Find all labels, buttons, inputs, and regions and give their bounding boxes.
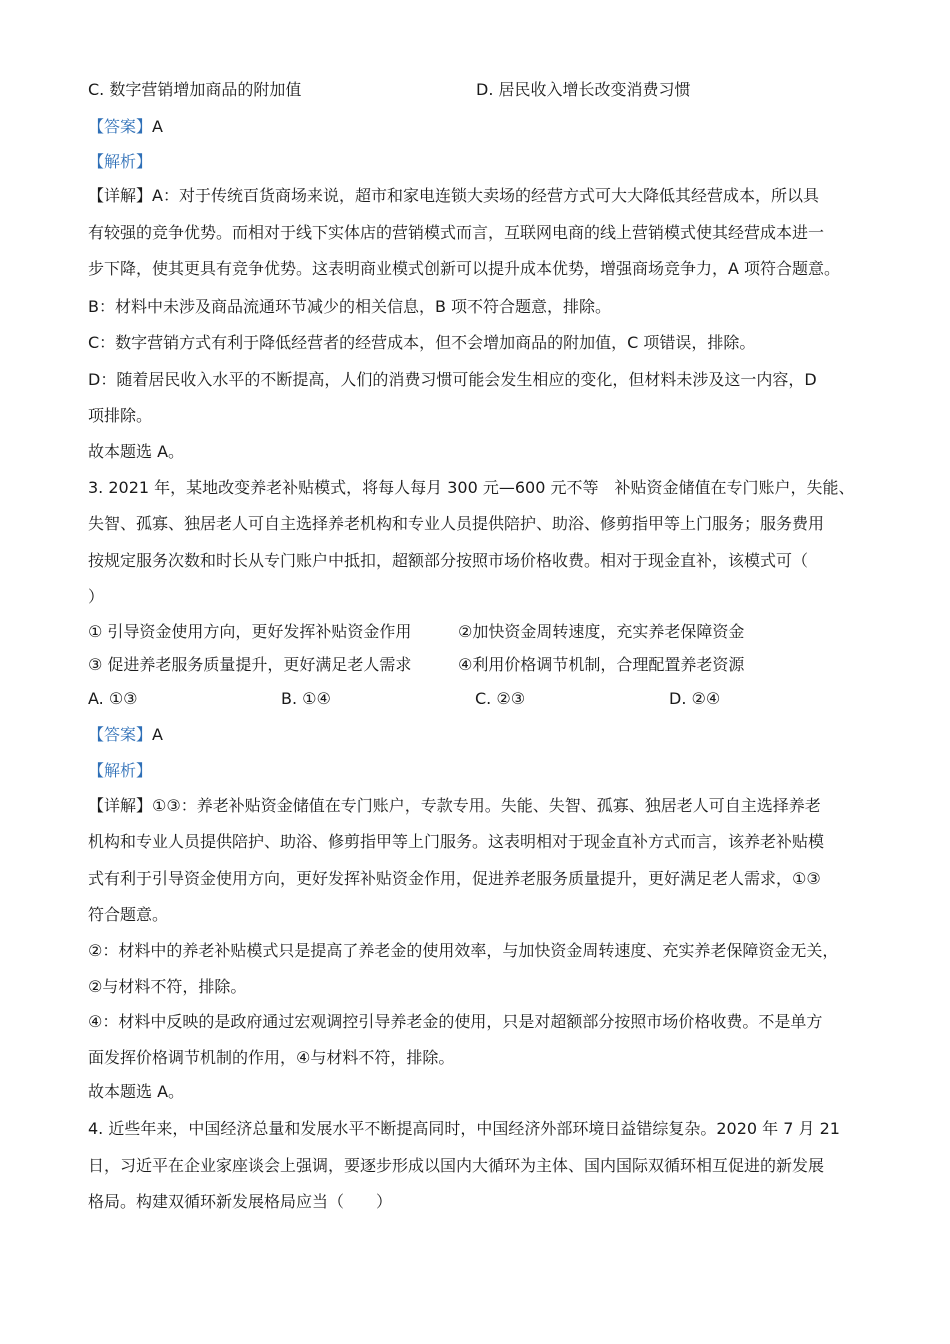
detail-line: 【详解】A：对于传统百货商场来说，超市和家电连锁大卖场的经营方式可大大降低其经营成本，所以具 xyxy=(88,186,819,205)
conclusion-line: 故本题选 A。 xyxy=(88,442,185,461)
detail-line: ④：材料中反映的是政府通过宏观调控引导养老金的使用，只是对超额部分按照市场价格收费。不是单方 xyxy=(88,1012,823,1031)
question-stem-line: 日，习近平在企业家座谈会上强调，要逐步形成以国内大循环为主体、国内国际双循环相互促进的新发展 xyxy=(88,1156,825,1175)
question-stem-line: ） xyxy=(88,587,105,606)
detail-line: 有较强的竞争优势。而相对于线下实体店的营销模式而言，互联网电商的线上营销模式使其经营成本进一 xyxy=(88,223,825,242)
question-stem-line: 4. 近些年来，中国经济总量和发展水平不断提高同时，中国经济外部环境日益错综复杂。2020 年 7 月 21 xyxy=(88,1119,840,1138)
detail-line: ②：材料中的养老补贴模式只是提高了养老金的使用效率，与加快资金周转速度、充实养老保障资金无关， xyxy=(88,941,839,960)
statement-4: ④利用价格调节机制，合理配置养老资源 xyxy=(458,655,745,674)
detail-tag: 【详解】 xyxy=(88,796,153,815)
statement-3: ③ 促进养老服务质量提升，更好满足老人需求 xyxy=(88,655,412,674)
statement-2: ②加快资金周转速度，充实养老保障资金 xyxy=(458,622,745,641)
answer-line xyxy=(88,117,163,137)
statement-1: ① 引导资金使用方向，更好发挥补贴资金作用 xyxy=(88,622,412,641)
question-stem-line: 失智、孤寡、独居老人可自主选择养老机构和专业人员提供陪护、助浴、修剪指甲等上门服务；服务费用 xyxy=(88,514,825,533)
detail-line: 步下降，使其更具有竞争优势。这表明商业模式创新可以提升成本优势，增强商场竞争力，A 项符合题意。 xyxy=(88,259,841,278)
detail-line: 机构和专业人员提供陪护、助浴、修剪指甲等上门服务。这表明相对于现金直补方式而言，该养老补贴模 xyxy=(88,832,825,851)
option-a: A. ①③ xyxy=(88,689,138,708)
detail-line: 【详解】①③：养老补贴资金储值在专门账户，专款专用。失能、失智、孤寡、独居老人可自主选择养老 xyxy=(88,796,821,815)
detail-line: 符合题意。 xyxy=(88,905,169,924)
question-stem-line: 3. 2021 年，某地改变养老补贴模式，将每人每月 300 元—600 元不等 补贴资金储值在专门账户，失能、 xyxy=(88,478,855,497)
detail-line: 式有利于引导资金使用方向，更好发挥补贴资金作用，促进养老服务质量提升，更好满足老人需求，①③ xyxy=(88,869,821,888)
option-d: D. 居民收入增长改变消费习惯 xyxy=(476,80,691,99)
answer-tag: 【答案】 xyxy=(88,725,153,744)
analysis-tag: 【解析】 xyxy=(88,152,153,171)
conclusion-line: 故本题选 A。 xyxy=(88,1082,185,1101)
detail-line: B：材料中未涉及商品流通环节减少的相关信息，B 项不符合题意，排除。 xyxy=(88,297,612,316)
option-d: D. ②④ xyxy=(669,689,721,708)
question-stem-line: 格局。构建双循环新发展格局应当（ ） xyxy=(88,1192,393,1211)
analysis-tag: 【解析】 xyxy=(88,761,153,780)
answer-value: A xyxy=(152,725,163,744)
answer-tag: 【答案】 xyxy=(88,117,153,136)
answer-line xyxy=(88,725,163,745)
question-stem-line: 按规定服务次数和时长从专门账户中抵扣，超额部分按照市场价格收费。相对于现金直补，该模式可（ xyxy=(88,551,809,570)
detail-tag: 【详解】 xyxy=(88,186,153,205)
detail-line: 项排除。 xyxy=(88,406,153,425)
option-c: C. 数字营销增加商品的附加值 xyxy=(88,80,302,99)
detail-line: 面发挥价格调节机制的作用，④与材料不符，排除。 xyxy=(88,1048,455,1067)
option-b: B. ①④ xyxy=(281,689,331,708)
answer-value: A xyxy=(152,117,163,136)
detail-line: D：随着居民收入水平的不断提高，人们的消费习惯可能会发生相应的变化，但材料未涉及这一内容，D xyxy=(88,370,817,389)
detail-line: C：数字营销方式有利于降低经营者的经营成本，但不会增加商品的附加值，C 项错误，排除。 xyxy=(88,333,756,352)
option-c: C. ②③ xyxy=(475,689,526,708)
detail-line: ②与材料不符，排除。 xyxy=(88,977,247,996)
